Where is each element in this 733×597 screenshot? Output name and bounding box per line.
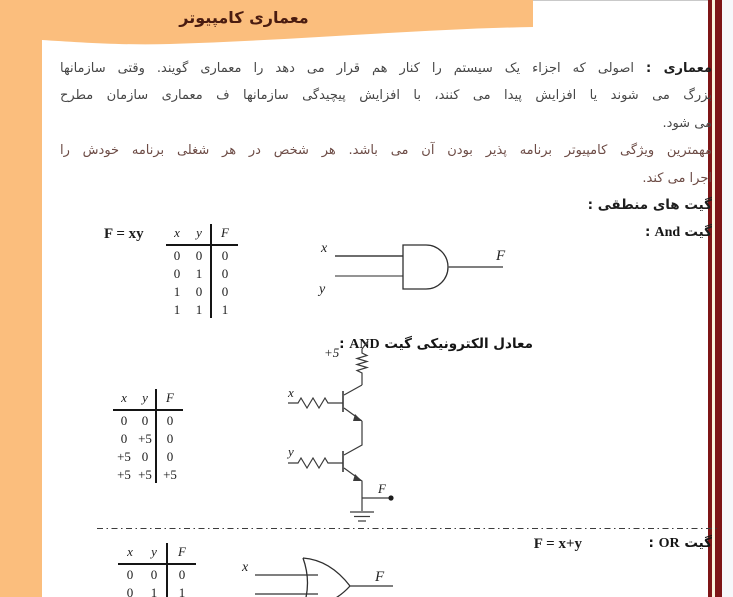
- interstage-wire: [344, 421, 362, 455]
- vcc-label: +5: [324, 345, 340, 360]
- paragraph-line-2: بزرگ می شوند یا افزایش پیدا می کنند، با افزایش پیچیدگی سازمانها ف معماری سازمان مطرح: [60, 88, 712, 104]
- paragraph-line-5: اجرا می کند.: [642, 170, 712, 186]
- cell: 0: [155, 447, 183, 465]
- col-header-f: F: [166, 543, 196, 565]
- cell: 1: [166, 583, 196, 597]
- cell: 1: [173, 302, 181, 317]
- col-header-y: y: [135, 389, 155, 411]
- or-gate-top-curve: [303, 558, 350, 586]
- cell: 1: [210, 300, 238, 318]
- y-input-resistor: [288, 458, 343, 468]
- q2-emitter: [344, 468, 362, 498]
- logic-gates-heading: گیت های منطقی :: [587, 196, 712, 213]
- or-gate-diagram: [230, 551, 410, 597]
- cell: +5: [138, 431, 152, 446]
- or-gate-heading: [649, 535, 712, 552]
- cell: +5: [138, 467, 152, 482]
- cell: 0: [210, 282, 238, 300]
- electronic-truth-table: [113, 389, 183, 483]
- or-input-x-label: x: [242, 560, 249, 575]
- cell: 0: [195, 248, 203, 263]
- output-node-dot: [388, 495, 393, 500]
- and-input-y-label: y: [319, 282, 326, 297]
- or-truth-table: [118, 543, 196, 597]
- page-right-edge: [722, 0, 733, 597]
- cell: 0: [126, 585, 134, 597]
- and-heading-en: And: [654, 225, 681, 241]
- cell: 0: [210, 264, 238, 282]
- col-header-x: x: [118, 543, 142, 565]
- cell: 0: [126, 567, 134, 582]
- col-header-y: y: [142, 543, 166, 565]
- top-border-line: [533, 0, 733, 1]
- and-heading-colon: :: [644, 224, 651, 241]
- cell: +5: [155, 465, 183, 483]
- cell: 0: [141, 413, 149, 428]
- paragraph-line-4: مهمترین ویژگی کامپیوتر برنامه پذیر بودن آن می باشد. هر شخص در هر شغلی برنامه خودش را: [60, 143, 712, 159]
- cell: +5: [117, 449, 131, 464]
- or-heading-colon: :: [648, 535, 654, 551]
- cell: 0: [173, 248, 181, 263]
- section-divider: [97, 528, 717, 529]
- col-header-x: x: [166, 224, 188, 246]
- or-heading-en: OR: [658, 536, 680, 551]
- cell: 0: [195, 284, 203, 299]
- and-output-f-label: F: [496, 248, 506, 264]
- cell: 1: [195, 302, 203, 317]
- electronic-heading-fa: معادل الکترونیکی گیت: [384, 336, 533, 352]
- cell: 0: [155, 411, 183, 429]
- cell: 0: [150, 567, 158, 582]
- cell: 0: [141, 449, 149, 464]
- cell: 1: [195, 266, 203, 281]
- page-title: معماری کامپیوتر: [179, 8, 309, 27]
- cell: 0: [173, 266, 181, 281]
- cell: 0: [120, 413, 128, 428]
- cell: +5: [117, 467, 131, 482]
- cell: 0: [166, 565, 196, 583]
- col-header-f: F: [155, 389, 183, 411]
- and-heading-fa: گیت: [684, 224, 712, 241]
- f-label: F: [378, 481, 386, 496]
- or-gate-back-curve: [303, 558, 308, 597]
- and-gate-body: [403, 245, 448, 289]
- or-gate-bottom-curve: [303, 586, 350, 597]
- right-stripe-inner: [715, 0, 722, 597]
- x-label: x: [288, 385, 294, 400]
- and-gate-diagram: [310, 230, 520, 300]
- cell: 0: [120, 431, 128, 446]
- electronic-heading-en: AND: [349, 337, 380, 352]
- line-text: اصولی که اجزاء یک سیستم را کنار هم قرار می دهد را معماری گویند. وقتی سازمانها: [60, 61, 646, 76]
- and-truth-table: [166, 224, 238, 318]
- intro-paragraphs: [60, 55, 712, 247]
- vcc-tick: [362, 341, 368, 349]
- paragraph-line-1: [60, 55, 712, 82]
- col-header-x: x: [113, 389, 135, 411]
- y-label: y: [288, 444, 294, 459]
- or-heading-fa: گیت: [684, 535, 712, 551]
- q1-collector: [344, 385, 362, 395]
- and-input-x-label: x: [321, 241, 328, 256]
- cell: 0: [210, 246, 238, 264]
- cell: 1: [173, 284, 181, 299]
- and-transistor-circuit: [280, 338, 405, 528]
- pullup-resistor: [357, 349, 367, 385]
- electronic-heading-colon: :: [339, 336, 345, 352]
- lead-word: معماری :: [646, 61, 712, 76]
- cell: 1: [150, 585, 158, 597]
- or-output-f-label: F: [375, 569, 385, 585]
- cell: 0: [155, 429, 183, 447]
- or-formula: F = x+y: [533, 536, 582, 552]
- and-formula: F = xy: [104, 226, 144, 242]
- x-input-resistor: [288, 398, 343, 408]
- col-header-y: y: [188, 224, 210, 246]
- col-header-f: F: [210, 224, 238, 246]
- paragraph-line-3: می شود.: [662, 115, 712, 131]
